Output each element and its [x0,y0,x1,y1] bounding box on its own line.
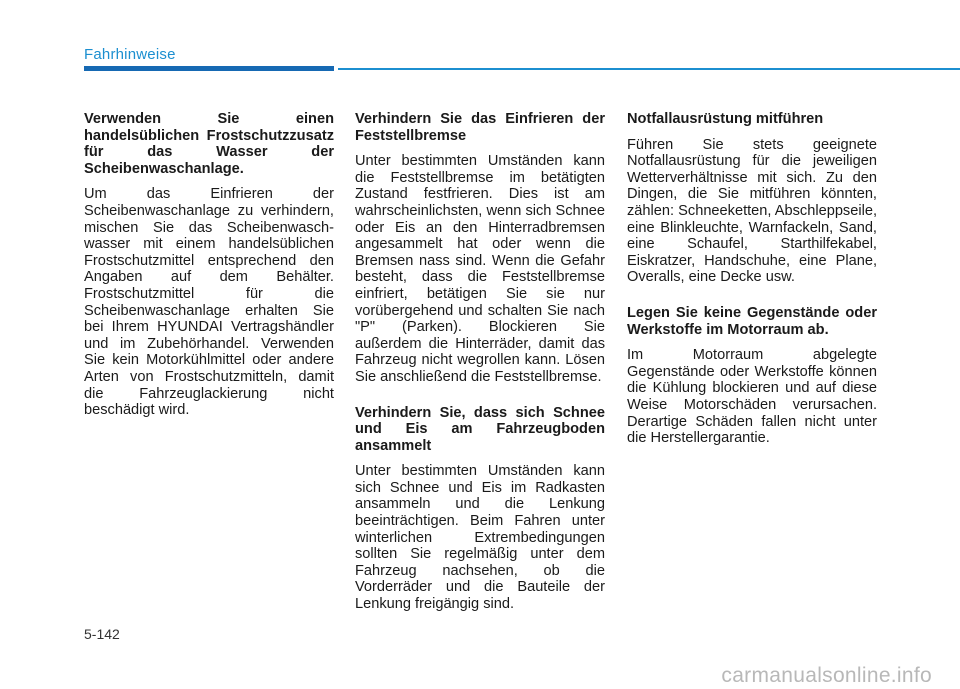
heading-parking-brake-freeze: Verhindern Sie das Einfrieren der Feststellbremse [355,111,605,144]
heading-washer-antifreeze: Verwenden Sie einen handelsüblichen Frostschutzzusatz für das Wasser der Scheibenwaschanlage. [84,111,334,177]
paragraph-washer-antifreeze: Um das Einfrieren der Scheibenwaschanlage zu verhindern, mischen Sie das Scheibenwaschwasser mit einem handelsüblichen Frostschutzmittel entsprechend den Angaben auf dem Behälter. Frostschutzmittel für die Scheibenwaschanlage erhalten Sie bei Ihrem HYUNDAI Vertragshändler und im Zubehörhandel. Verwenden Sie kein Motorkühlmittel oder andere Arten von Frostschutzmitteln, damit die Fahrzeuglackierung nicht beschädigt wird. [84,186,334,419]
watermark: carmanualsonline.info [721,664,932,687]
section-title: Fahrhinweise [84,46,176,63]
heading-engine-compartment: Legen Sie keine Gegenstände oder Werkstoffe im Motorraum ab. [627,304,877,338]
paragraph-engine-compartment: Im Motorraum abgelegte Gegenstände oder Werkstoffe können die Kühlung blockieren und auf diese Weise Motorschäden verursachen. Derartige Schäden fallen nicht unter die Herstellergarantie. [627,347,877,447]
block-spacer [627,286,877,305]
column-1 [84,111,334,419]
column-3 [627,111,877,447]
block-spacer [355,386,605,405]
heading-snow-ice-underbody: Verhindern Sie, dass sich Schnee und Eis am Fahrzeugboden ansammelt [355,404,605,454]
paragraph-snow-ice-underbody: Unter bestimmten Umständen kann sich Schnee und Eis im Radkasten ansammeln und die Lenkung beeinträchtigen. Beim Fahren unter winterlichen Extrembedingungen sollten Sie regelmäßig unter dem Fahrzeug nachsehen, ob die Vorderräder und die Bauteile der Lenkung freigängig sind. [355,463,605,613]
heading-emergency-equipment: Notfallausrüstung mitführen [627,111,824,127]
header-rule-thin [338,68,960,70]
page-number: 5-142 [84,626,120,642]
paragraph-emergency-equipment: Führen Sie stets geeignete Notfallausrüstung für die jeweiligen Wetterverhältnisse mit sich. Zu den Dingen, die Sie mitführen könnten, zählen: Schneeketten, Abschleppseile, eine Blinkleuchte, Warnfackeln, Sand, eine Schaufel, Starthilfekabel, Eiskratzer, Handschuhe, eine Plane, Overalls, eine Decke usw. [627,136,877,286]
column-2 [355,111,605,613]
header-rule-thick [84,66,334,71]
paragraph-parking-brake-freeze: Unter bestimmten Umständen kann die Feststellbremse im betätigten Zustand festfrieren. Dies ist am wahrscheinlichsten, wenn sich Schnee oder Eis an den Hinterradbremsen angesammelt hat oder wenn die Bremsen nass sind. Wenn die Gefahr besteht, dass die Feststellbremse einfriert, betätigen Sie sie nur vorübergehend und schalten Sie nach "P" (Parken). Blockieren Sie außerdem die Hinterräder, damit das Fahrzeug nicht wegrollen kann. Lösen Sie anschließend die Feststellbremse. [355,153,605,385]
